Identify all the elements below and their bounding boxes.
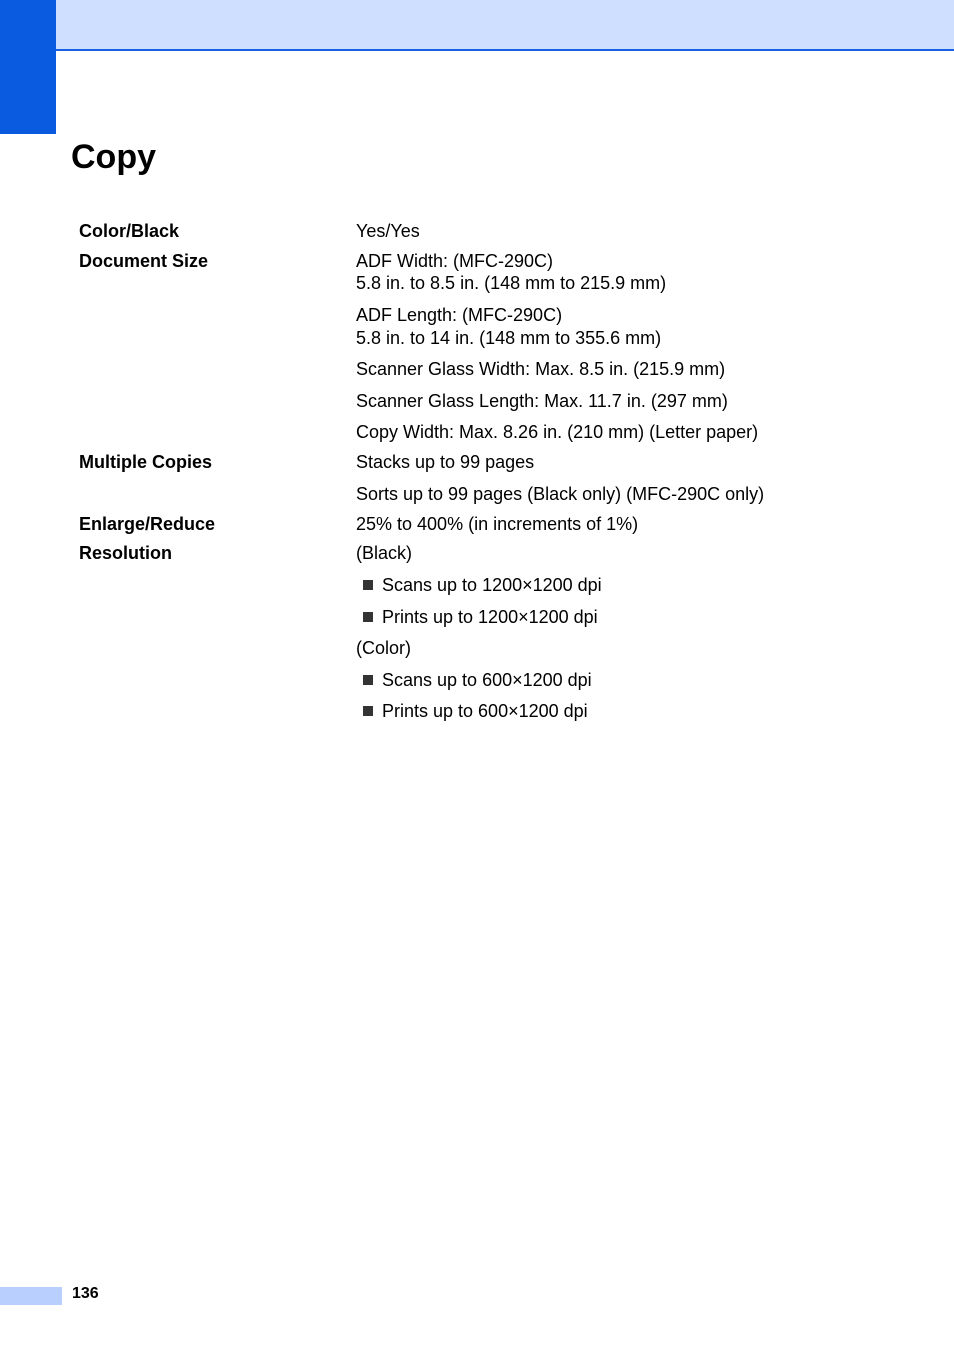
list-item <box>363 606 598 628</box>
list-item <box>363 574 602 596</box>
square-bullet-icon <box>363 706 373 716</box>
square-bullet-icon <box>363 580 373 590</box>
label-enlarge-reduce: Enlarge/Reduce <box>79 514 216 534</box>
value-resolution-color-heading: (Color) <box>356 638 412 658</box>
value-color-scans: Scans up to 600×1200 dpi <box>382 670 592 690</box>
value-black-scans: Scans up to 1200×1200 dpi <box>382 575 602 595</box>
chapter-tab <box>0 0 56 134</box>
value-adf-length-range: 5.8 in. to 14 in. (148 mm to 355.6 mm) <box>356 328 662 348</box>
value-adf-width-title: ADF Width: (MFC-290C) <box>356 251 554 271</box>
value-glass-length: Scanner Glass Length: Max. 11.7 in. (297 mm) <box>356 391 728 411</box>
value-adf-width-range: 5.8 in. to 8.5 in. (148 mm to 215.9 mm) <box>356 273 667 293</box>
label-multiple-copies: Multiple Copies <box>79 452 213 472</box>
page-title: Copy <box>71 138 156 176</box>
value-stacks: Stacks up to 99 pages <box>356 452 535 472</box>
value-color-black: Yes/Yes <box>356 221 420 241</box>
label-document-size: Document Size <box>79 251 209 271</box>
square-bullet-icon <box>363 612 373 622</box>
label-color-black: Color/Black <box>79 221 180 241</box>
header-band <box>0 0 954 49</box>
list-item <box>363 669 592 691</box>
value-enlarge-reduce: 25% to 400% (in increments of 1%) <box>356 514 639 534</box>
value-glass-width: Scanner Glass Width: Max. 8.5 in. (215.9 mm) <box>356 359 726 379</box>
list-item <box>363 700 588 722</box>
square-bullet-icon <box>363 675 373 685</box>
header-rule <box>56 49 954 51</box>
value-resolution-black-heading: (Black) <box>356 543 413 563</box>
label-resolution: Resolution <box>79 543 172 563</box>
value-sorts: Sorts up to 99 pages (Black only) (MFC-290C only) <box>356 484 765 504</box>
value-copy-width: Copy Width: Max. 8.26 in. (210 mm) (Letter paper) <box>356 422 759 442</box>
page-number: 136 <box>72 1285 99 1302</box>
footer-band <box>0 1287 62 1305</box>
value-adf-length-title: ADF Length: (MFC-290C) <box>356 305 563 325</box>
value-color-prints: Prints up to 600×1200 dpi <box>382 701 588 721</box>
value-black-prints: Prints up to 1200×1200 dpi <box>382 607 598 627</box>
